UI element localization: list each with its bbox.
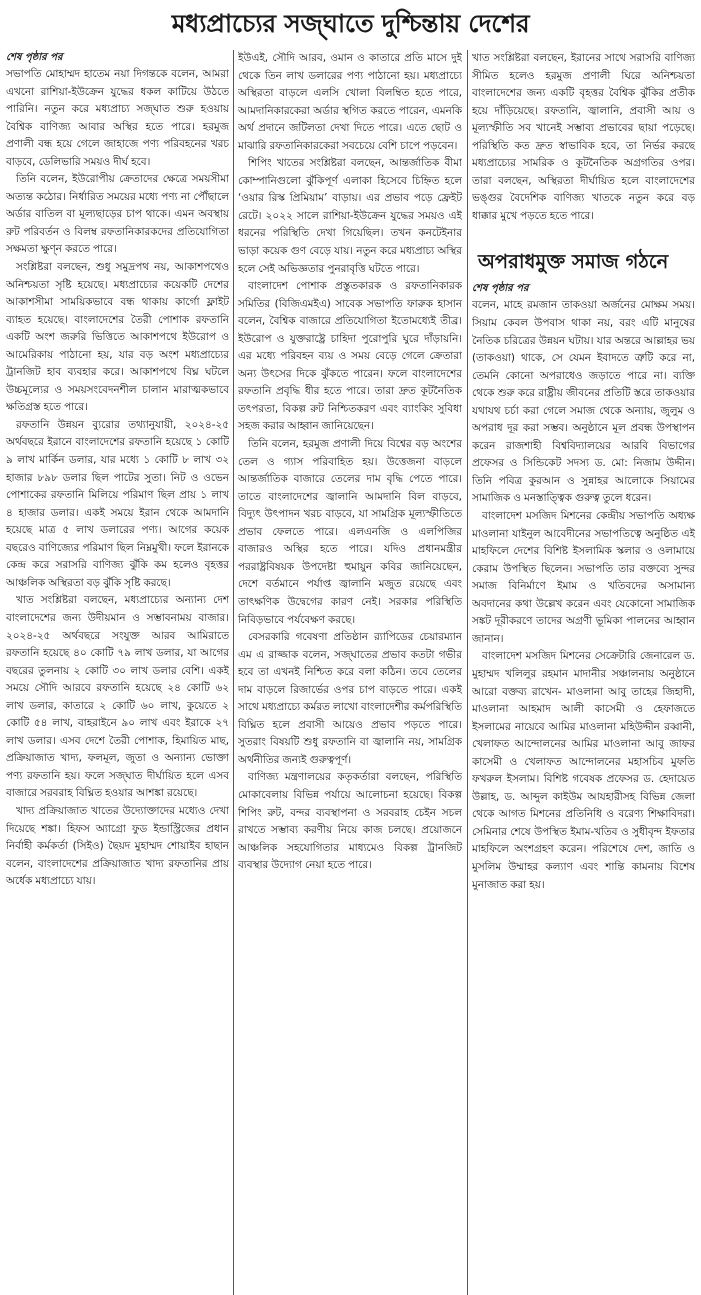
article-paragraph: খাত সংশ্লিষ্টরা বলছেন, ইরানের সাথে সরাসরি বাণিজ্য সীমিত হলেও হরমুজ প্রণালী ঘিরে অনিশ্চয়তা বাংলাদেশের জন্য একটি বৃহত্তর বৈশ্বিক ঝুঁকির প্রতীক হয়ে দাঁড়িয়েছে। রফতানি, জ্বালানি, প্রবাসী আয় ও মূল্যস্ফীতি সব খানেই সম্ভাব্য প্রভাবের ছায়া পড়েছে। পরিস্থিতি কত দ্রুত স্বাভাবিক হবে, তা নির্ভর করছে মধ্যপ্রাচ্যের সামরিক ও কূটনৈতিক অগ্রগতির ওপর। তারা বলছেন, অস্থিরতা দীর্ঘায়িত হলে বাংলাদেশের ভঙ্গুর বৈদেশিক বাণিজ্য খাতকে নতুন করে বড় ধাক্কার মুখে পড়তে হতে পারে। xyxy=(472,52,695,222)
article-paragraph: খাত সংশ্লিষ্টরা বলছেন, মধ্যপ্রাচ্যের অন্যান্য দেশ বাংলাদেশের জন্য উদীয়মান ও সম্ভাবনাময় বাজার। ২০২৪-২৫ অর্থবছরে সংযুক্ত আরব আমিরাতে রফতানি হয়েছে ৪০ কোটি ৭৯ লাখ ডলার, যা আগের বছরের তুলনায় ২ কোটি ৩০ লাখ ডলার বেশি। একই সময়ে সৌদি আরবে রফতানি হয়েছে ২৪ কোটি ৬২ লাখ ডলার, কাতারে ২ কোটি ৬০ লাখ, কুয়েতে ২ কোটি ৫৪ লাখ, বাহরাইনে ৯০ লাখ এবং ইরাকে ২৭ লাখ ডলার। এসব দেশে তৈরী পোশাক, হিমায়িত মাছ, প্রক্রিয়াজাত খাদ্য, ফলমূল, জুতা ও অন্যান্য ভোক্তা পণ্য রফতানি হয়। ফলে সজ্ঘাত দীর্ঘায়িত হলে এসব বাজারে সরবরাহ বিঘ্নিত হওয়ার আশঙ্কা রয়েছে। xyxy=(6,594,229,800)
article-paragraph: বলেন, মাহে রমজান তাকওয়া অর্জনের মোক্ষম সময়। সিয়াম কেবল উপবাস থাকা নয়, বরং এটি মানুষের নৈতিক চরিত্রের উন্নয়ন ঘটায়। যার অন্তরে আল্লাহর ভয় (তাকওয়া) থাকে, সে যেমন ইবাদতে ত্রুটি করে না, তেমনি কোনো অপরাধেও জড়াতে পারে না। ব্যক্তি থেকে শুরু করে রাষ্ট্রীয় জীবনের প্রতিটি স্তরে তাকওয়ার যথাযথ চর্চা করা গেলে সমাজ থেকে অন্যায়, জুলুম ও অপরাধ দূর করা সম্ভব। অনুষ্ঠানে মূল প্রবন্ধ উপস্থাপন করেন রাজশাহী বিশ্ববিদ্যালয়ের আরবি বিভাগের প্রফেসর ও সিন্ডিকেট সদস্য ড. মো: নিজাম উদ্দীন। তিনি পবিত্র কুরআন ও সুন্নাহর আলোকে সিয়ামের সামাজিক ও মনস্তাত্ত্বিক গুরুত্ব তুলে ধরেন। xyxy=(472,299,695,505)
article-paragraph: খাদ্য প্রক্রিয়াজাত খাতের উদ্যোক্তাদের মধ্যেও দেখা দিয়েছে শঙ্কা। হিফস অ্যাগ্রো ফুড ইন্ডাস্ট্রিজের প্রধান নির্বাহী কর্মকর্তা (সিইও) ছৈয়দ মুহাম্মদ শোয়াইব হাছান বলেন, বাংলাদেশের প্রক্রিয়াজাত খাদ্য রফতানির প্রায় অর্ধেক মধ্যপ্রাচ্যে যায়। xyxy=(6,804,229,888)
article-paragraph: সভাপতি মোহাম্মদ হাতেম নয়া দিগন্তকে বলেন, আমরা এখনো রাশিয়া-ইউক্রেন যুদ্ধের ধকল কাটিয়ে উঠতে পারিনি। নতুন করে মধ্যপ্রাচ্য সজ্ঘাত শুরু হওয়ায় বৈশ্বিক বাণিজ্য আবার অস্থির হতে পারে। হরমুজ প্রণালী বন্ধ হয়ে গেলে জাহাজে পণ্য পরিবহনের খরচ বাড়বে, ডেলিভারি সময়ও দীর্ঘ হবে। xyxy=(6,68,229,168)
continuation-kicker: শেষ পৃষ্ঠার পর xyxy=(6,52,63,63)
article-paragraph: তিনি বলেন, ইউরোপীয় ক্রেতাদের ক্ষেত্রে সময়সীমা অত্যন্ত কঠোর। নির্ধারিত সময়ের মধ্যে পণ্য না পৌঁছালে অর্ডার বাতিল বা মূল্যছাড়ের চাপ থাকে। এমন অবস্থায় রুট পরিবর্তন ও বিলম্ব রফতানিকারকদের প্রতিযোগিতা সক্ষমতা ক্ষুণ্ন করতে পারে। xyxy=(6,173,229,256)
column-3 xyxy=(472,50,695,1295)
column-1 xyxy=(6,50,229,1295)
column-divider xyxy=(467,50,468,1295)
article-paragraph: বেসরকারি গবেষণা প্রতিষ্ঠান র‍্যাপিডের চেয়ারম্যান এম এ রাজ্জাক বলেন, সজ্ঘাতের প্রভাব কতটা গভীর হবে তা এখনই নিশ্চিত করে বলা কঠিন। তবে তেলের দাম বাড়লে রিজার্ভের ওপর চাপ বাড়তে পারে। একই সাথে মধ্যপ্রাচ্যে কর্মরত লাখো বাংলাদেশীর কর্মপরিস্থিতি বিঘ্নিত হলে প্রবাসী আয়েও প্রভাব পড়তে পারে। সুতরাং বিষয়টি শুধু রফতানি বা জ্বালানি নয়, সামগ্রিক অর্থনীতির জন্যই গুরুত্বপূর্ণ। xyxy=(238,631,462,766)
article-paragraph: রফতানি উন্নয়ন ব্যুরোর তথ্যানুযায়ী, ২০২৪-২৫ অর্থবছরে ইরানে বাংলাদেশের রফতানি হয়েছে ১ কোটি ৯ লাখ মার্কিন ডলার, যার মধ্যে ১ কোটি ৮ লাখ ৩২ হাজার ৮৯৮ ডলার ছিল পাটের সুতা। নিট ও ওভেন পোশাকের রফতানি মিলিয়ে পরিমাণ ছিল প্রায় ১ লাখ ৪ হাজার ডলার। একই সময়ে ইরান থেকে আমদানি হয়েছে মাত্র ৫ লাখ ডলারের পণ্য। আগের কয়েক বছরেও বাণিজ্যের পরিমাণ ছিল নিম্নমুখী। ফলে ইরানকে কেন্দ্র করে সরাসরি বাণিজ্য ঝুঁকি কম হলেও বৃহত্তর আঞ্চলিক অস্থিরতা বড় ঝুঁকি সৃষ্টি করছে। xyxy=(6,418,229,589)
article-columns xyxy=(6,50,695,1295)
column-divider xyxy=(233,50,234,1295)
second-article-headline: অপরাধমুক্ত সমাজ গঠনে xyxy=(478,250,669,274)
article-paragraph: বাংলাদেশ মসজিদ মিশনের কেন্দ্রীয় সভাপতি অধ্যক্ষ মাওলানা যাইনুল আবেদীনের সভাপতিত্বে অনুষ্ঠিত এই মাহফিলে দেশের বিশিষ্ট ইসলামিক স্কলার ও ওলামায়ে কেরাম উপস্থিত ছিলেন। সভাপতি তার বক্তব্যে সুন্দর সমাজ বিনির্মাণে ইমাম ও খতিবদের অসামান্য অবদানের কথা উল্লেখ করেন এবং যেকোনো সামাজিক সঙ্কট দূরীকরণে তাদের অগ্রণী ভূমিকা পালনের আহ্বান জানান। xyxy=(472,510,695,645)
column-2 xyxy=(238,50,462,1295)
article-paragraph: তিনি বলেন, হরমুজ প্রণালী দিয়ে বিশ্বের বড় অংশের তেল ও গ্যাস পরিবাহিত হয়। উত্তেজনা বাড়লে আন্তর্জাতিক বাজারে তেলের দাম বৃদ্ধি পেতে পারে। তাতে বাংলাদেশের জ্বালানি আমদানি বিল বাড়বে, বিদ্যুৎ উৎপাদন খরচ বাড়বে, যা সামগ্রিক মূল্যস্ফীতিতে প্রভাব ফেলতে পারে। এলএনজি ও এলপিজির বাজারও অস্থির হতে পারে। যদিও প্রধানমন্ত্রীর পররাষ্ট্রবিষয়ক উপদেষ্টা হুমায়ুন কবির জানিয়েছেন, দেশে বর্তমানে পর্যাপ্ত জ্বালানি মজুত রয়েছে এবং তাৎক্ষণিক উদ্বেগের কারণ নেই। সরকার পরিস্থিতি নিবিড়ভাবে পর্যবেক্ষণ করছে। xyxy=(238,438,462,626)
article-paragraph: ইউএই, সৌদি আরব, ওমান ও কাতারে প্রতি মাসে দুই থেকে তিন লাখ ডলারের পণ্য পাঠানো হয়। মধ্যপ্রাচ্যে অস্থিরতা বাড়লে এলসি খোলা বিলম্বিত হতে পারে, আমদানিকারকেরা অর্ডার স্থগিত করতে পারেন, এমনকি অর্থ প্রদানে জটিলতা দেখা দিতে পারে। এতে ছোট ও মাঝারি রফতানিকারকেরা সবচেয়ে বেশি চাপে পড়বেন। xyxy=(238,52,462,152)
article-paragraph: বাণিজ্য মন্ত্রণালয়ের কতৃকর্তারা বলছেন, পরিস্থিতি মোকাবেলায় বিভিন্ন পর্যায়ে আলোচনা হয়েছে। বিকল্প শিপিং রুট, বন্দর ব্যবস্থাপনা ও সরবরাহ চেইন সচল রাখতে সম্ভাব্য করণীয় নিয়ে কাজ চলছে। প্রয়োজনে আঞ্চলিক সহযোগিতার মাধ্যমেও বিকল্প ট্রানজিট ব্যবস্থার উদ্যোগ নেয়া হতে পারে। xyxy=(238,771,462,872)
article-paragraph: শিপিং খাতের সংশ্লিষ্টরা বলছেন, আন্তর্জাতিক বীমা কোম্পানিগুলো ঝুঁকিপূর্ণ এলাকা হিসেবে চিহ্নিত হলে ‘ওয়ার রিস্ক প্রিমিয়াম’ বাড়ায়। এর প্রভাব পড়ে ফ্রেইট রেটে। ২০২২ সালে রাশিয়া-ইউক্রেন যুদ্ধের সময়ও এই ধরনের পরিস্থিতি দেখা গিয়েছিল। তখন কনটেইনার ভাড়া কয়েক গুণ বেড়ে যায়। নতুন করে মধ্যপ্রাচ্য অস্থির হলে সেই অভিজ্ঞতার পুনরাবৃত্তি ঘটতে পারে। xyxy=(238,157,462,275)
article-paragraph: বাংলাদেশ মসজিদ মিশনের সেক্রেটারি জেনারেল ড. মুহাম্মদ খলিলুর রহমান মাদানীর সঞ্চালনায় অনুষ্ঠানে আরো বক্তব্য রাখেন- মাওলানা আবু তাহের জিহাদী, মাওলানা আহমাদ আলী কাসেমী ও হেফাজতে ইসলামের নায়েবে আমির মাওলানা মহিউদ্দীন রব্বানী, খেলাফত আন্দোলনের আমির মাওলানা আবু জাফর কাসেমী ও খেলাফত আন্দোলনের মহাসচিব মুফতি ফখরুল ইসলাম। বিশিষ্ট গবেষক প্রফেসর ড. হেদায়েত উল্লাহ, ড. আব্দুল কাইউম আযহারীসহ বিভিন্ন জেলা থেকে আগত মিশনের প্রতিনিধি ও বরেণ্য শিক্ষাবিদরা। সেমিনার শেষে উপস্থিত ইমাম-খতিব ও সুধীবৃন্দ ইফতার মাহফিলে অংশগ্রহণ করেন। পরিশেষে দেশ, জাতি ও মুসলিম উম্মাহর কল্যাণ এবং শান্তি কামনায় বিশেষ মুনাজাত করা হয়। xyxy=(472,650,695,891)
article-paragraph: বাংলাদেশ পোশাক প্রস্তুতকারক ও রফতানিকারক সমিতির (বিজিএমইএ) সাবেক সভাপতি ফারুক হাসান বলেন, বৈশ্বিক বাজারে প্রতিযোগিতা ইতোমধ্যেই তীব্র। ইউরোপ ও যুক্তরাষ্ট্রে চাহিদা পুরোপুরি ঘুরে দাঁড়ায়নি। এর মধ্যে পরিবহন ব্যয় ও সময় বেড়ে গেলে ক্রেতারা অন্য উৎসের দিকে ঝুঁকতে পারেন। ফলে বাংলাদেশের রফতানি প্রবৃদ্ধি ধীর হতে পারে। তারা দ্রুত কূটনৈতিক তৎপরতা, বিকল্প রুট নিশ্চিতকরণ এবং ব্যাংকিং সুবিধা সহজ করার আহ্বান জানিয়েছেন। xyxy=(238,280,462,433)
article-paragraph: সংশ্লিষ্টরা বলছেন, শুধু সমুদ্রপথ নয়, আকাশপথেও অনিশ্চয়তা সৃষ্টি হয়েছে। মধ্যপ্রাচ্যের কয়েকটি দেশের আকাশসীমা সাময়িকভাবে বন্ধ থাকায় কার্গো ফ্লাইট ব্যাহত হয়েছে। বাংলাদেশের তৈরী পোশাক রফতানি একটি অংশ জরুরি ভিত্তিতে আকাশপথে ইউরোপ ও আমেরিকায় পাঠানো হয়, যার বড় অংশ মধ্যপ্রাচ্যের ট্রানজিট হাব ব্যবহার করে। আকাশপথে বিঘ্ন ঘটলে উচ্চমূল্যের ও সময়সংবেদনশীল চালান মারাত্মকভাবে ক্ষতিগ্রস্ত হতে পারে। xyxy=(6,261,229,414)
main-headline: মধ্যপ্রাচ্যের সজ্ঘাতে দুশ্চিন্তায় দেশের xyxy=(171,9,530,38)
continuation-kicker: শেষ পৃষ্ঠার পর xyxy=(472,283,529,295)
